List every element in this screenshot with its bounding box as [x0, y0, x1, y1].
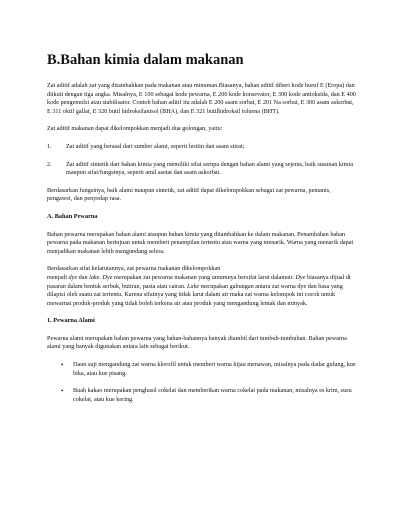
text-run: menjadi — [47, 273, 69, 281]
bullet-icon: • — [61, 361, 64, 370]
list-item — [61, 387, 356, 404]
list-item-text: Buah kakao merupakan penghasil cokelat dan memberikan warna cokelat pada makanan, misalnya es krim, susu cokelat, atau kue kering. — [73, 387, 352, 403]
item-text: Zat aditif yang berasal dari sumber alami, seperti lesitin dan asam sitrat; — [66, 142, 245, 150]
solubility-paragraph — [47, 265, 356, 308]
intro-paragraph: Zat aditif adalah zat yang ditambahkan pada makanan atau minuman.Biasanya, bahan aditif diberi kode huruf E (Eropa) dan diikuti dengan tiga angka. Misalnya, E 100 sebagai kode pewarna, E 200 kode konsevator, E 300 kode antioksida, dan E 400 kode pengemulsi atau stabilisator. Contoh bahan aditif itu adalah E 200 asam sorbat, E 201 Na sorbat, E 300 asam askorbat, E 311 oktil gallat, E 320 butil hidroksilanisol (BHA), dan E 321 butilhidroksil toluena (BHT). — [47, 82, 356, 115]
numbered-item — [47, 143, 356, 152]
item-number: 1. — [47, 142, 52, 150]
solubility-line: Berdasarkan sifat kelarutannya, zat pewarna makanan dikelompokkan — [47, 265, 221, 273]
function-paragraph: Berdasarkan fungsinya, baik alami maupun sintetik, zat aditif dapat dikelompokkan sebagai zat pewarna, pemanis, pengawet, dan penyedap rasa. — [47, 186, 331, 203]
list-item — [61, 361, 356, 378]
text-run: biasanya dijual di pasaran dalam bentuk serbuk, butiran, pasta atau cairan. — [47, 273, 351, 290]
section-heading: A. Bahan Pewarna — [47, 212, 98, 220]
subsection-heading: 1. Pewarna Alami — [47, 317, 95, 325]
list-item-text: Daun suji mengandung zat warna klorofil untuk memberi warna hijau menawan, misalnya pada dadar gulung, kue bika, atau kue pisang. — [73, 361, 356, 377]
numbered-item — [47, 161, 356, 178]
text-run: merupakan zat pewarna makanan yang umumnya bersifat larut dalamair. — [112, 273, 296, 281]
term-lake: Lake — [187, 282, 200, 290]
pewarna-paragraph: Bahan pewarna merupakan bahan alami ataupun bahan kimia yang ditambahkan ke dalam makanan. Penambahan bahan pewarna pada makanan bertujuan untuk memberi penampilan tertentu atau warna yang menarik. Warna yang menarik dapat menjadikan makanan lebih mengundang selera. — [47, 230, 354, 255]
groups-paragraph: Zat aditif makanan dapat dikelompokkan menjadi dua golongan, yaitu: — [47, 125, 223, 133]
term-dye: Dye — [102, 273, 113, 281]
page-title: B.Bahan kimia dalam makanan — [47, 52, 244, 68]
term-dye: dye — [68, 273, 78, 281]
text-run: merupakan gabungan antara zat warna dye dan basa yang dilapisi oleh suatu zat tertentu. Karena sifatnya yang tidak larut dalam air maka zat warna kelompok ini cocok untuk mewarnai produk-produk yang tidak boleh terkena air atau produk yang mengandung lemak dan minyak. — [47, 282, 343, 307]
natural-dye-paragraph: Pewarna alami merupakan bahan pewarna yang bahan-bahannya banyak diambil dari tumbuh-tumbuhan. Bahan pewarna alami yang banyak digunakan antara lain sebagai berikut. — [47, 334, 347, 351]
bullet-list — [47, 361, 356, 404]
text-run: . — [99, 273, 103, 281]
text-run: dan — [77, 273, 90, 281]
term-dye: Dye — [295, 273, 306, 281]
item-number: 2. — [47, 160, 52, 168]
bullet-icon: • — [61, 387, 64, 396]
item-text: Zat aditif sintetik dari bahan kimia yang memiliki sifat serupa dengan bahan alami yang sejenis, baik susunan kimia maupun sifat/fungsinya, seperti amil asetat dan asam askorbat. — [66, 160, 353, 177]
term-lake: lake — [89, 273, 100, 281]
